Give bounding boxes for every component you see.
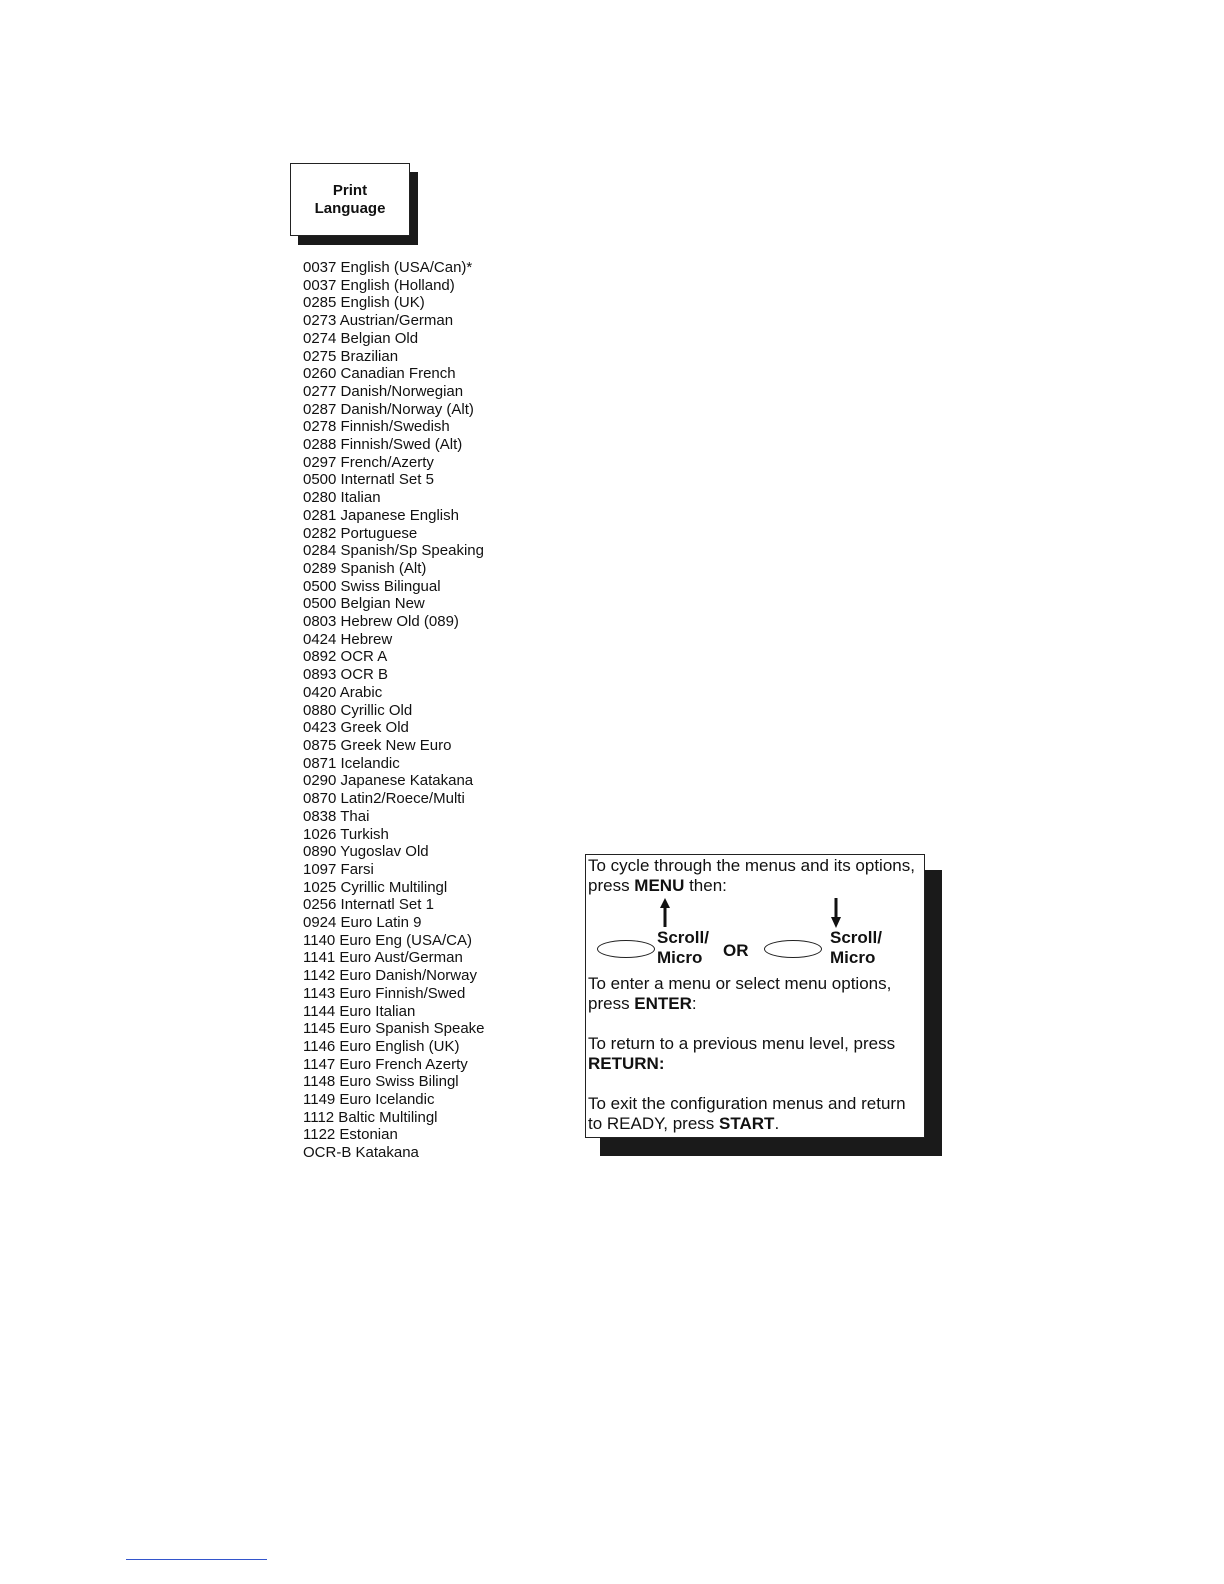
language-item: 0280 Italian [303, 489, 381, 507]
scroll-down-label-1: Scroll/ [830, 928, 882, 947]
language-item: 0278 Finnish/Swedish [303, 418, 450, 436]
language-item: 0423 Greek Old [303, 719, 409, 737]
language-item: 0289 Spanish (Alt) [303, 559, 427, 577]
language-item: 1147 Euro French Azerty [303, 1055, 468, 1073]
language-item: 1122 Estonian [303, 1126, 398, 1144]
language-item: 0290 Japanese Katakana [303, 772, 474, 790]
scroll-down-button[interactable] [764, 940, 822, 958]
language-item: 0892 OCR A [303, 648, 388, 666]
language-item: 1112 Baltic Multilingl [303, 1108, 438, 1126]
language-item: 0037 English (Holland) [303, 276, 455, 294]
start-key: START [719, 1114, 775, 1133]
language-item: 1025 Cyrillic Multilingl [303, 878, 448, 896]
language-item: 0288 Finnish/Swed (Alt) [303, 436, 463, 454]
return-instruction: To return to a previous menu level, press RETURN: [588, 1034, 896, 1073]
language-item: 0500 Belgian New [303, 595, 425, 613]
language-item: 1144 Euro Italian [303, 1002, 416, 1020]
language-item: 1141 Euro Aust/German [303, 949, 463, 967]
language-item: 1026 Turkish [303, 825, 389, 843]
language-item: 0285 English (UK) [303, 294, 425, 312]
language-item: 1149 Euro Icelandic [303, 1091, 435, 1109]
return-key: RETURN: [588, 1054, 665, 1073]
language-item: 0287 Danish/Norway (Alt) [303, 400, 474, 418]
language-item: 1142 Euro Danish/Norway [303, 967, 477, 985]
exit-instruction: To exit the configuration menus and return to READY, press START. [588, 1094, 906, 1133]
menu-key: MENU [634, 876, 685, 895]
language-item: 1097 Farsi [303, 860, 374, 878]
up-arrow-icon [659, 898, 671, 928]
language-item: 0260 Canadian French [303, 365, 456, 383]
language-item: 0281 Japanese English [303, 506, 459, 524]
language-item: 0875 Greek New Euro [303, 736, 452, 754]
language-item: 0424 Hebrew [303, 630, 393, 648]
language-item: 1143 Euro Finnish/Swed [303, 984, 466, 1002]
language-list [303, 259, 485, 1162]
language-item: 0275 Brazilian [303, 347, 399, 365]
cycle-instruction: To cycle through the menus and its options, press MENU then: [588, 856, 915, 895]
language-item: 0297 French/Azerty [303, 453, 434, 471]
language-item: 0803 Hebrew Old (089) [303, 613, 459, 631]
language-item: 0870 Latin2/Roece/Multi [303, 790, 465, 808]
language-item: 1145 Euro Spanish Speake [303, 1020, 485, 1038]
language-item: 0420 Arabic [303, 683, 383, 701]
enter-instruction: To enter a menu or select menu options, press ENTER: [588, 974, 892, 1013]
print-language-menu-box [290, 163, 410, 236]
language-item: 1146 Euro English (UK) [303, 1037, 460, 1055]
language-item: 0273 Austrian/German [303, 312, 454, 330]
language-item: 0037 English (USA/Can)* [303, 259, 473, 276]
language-item: OCR-B Katakana [303, 1144, 419, 1162]
language-item: 0893 OCR B [303, 666, 389, 684]
menu-box-line1: Print [332, 181, 368, 199]
or-label: OR [723, 941, 749, 960]
language-item: 0282 Portuguese [303, 524, 418, 542]
language-item: 0277 Danish/Norwegian [303, 382, 464, 400]
scroll-up-label-1: Scroll/ [657, 928, 709, 947]
enter-key: ENTER [634, 994, 692, 1013]
language-item: 0284 Spanish/Sp Speaking [303, 542, 484, 560]
footer-rule [126, 1559, 267, 1560]
language-item: 0924 Euro Latin 9 [303, 914, 422, 932]
language-item: 0500 Swiss Bilingual [303, 577, 441, 595]
scroll-up-button[interactable] [597, 940, 655, 958]
menu-box-line2: Language [314, 199, 386, 217]
language-item: 0890 Yugoslav Old [303, 843, 429, 861]
language-item: 0871 Icelandic [303, 754, 400, 772]
language-item: 0838 Thai [303, 807, 370, 825]
language-item: 0500 Internatl Set 5 [303, 471, 434, 489]
scroll-up-label-2: Micro [657, 948, 703, 967]
down-arrow-icon [830, 898, 842, 928]
language-item: 0274 Belgian Old [303, 329, 419, 347]
language-item: 1140 Euro Eng (USA/CA) [303, 931, 472, 949]
language-item: 0880 Cyrillic Old [303, 701, 413, 719]
scroll-down-label-2: Micro [830, 948, 876, 967]
language-item: 1148 Euro Swiss Bilingl [303, 1073, 459, 1091]
instructions-panel [585, 854, 925, 1138]
language-item: 0256 Internatl Set 1 [303, 896, 434, 914]
